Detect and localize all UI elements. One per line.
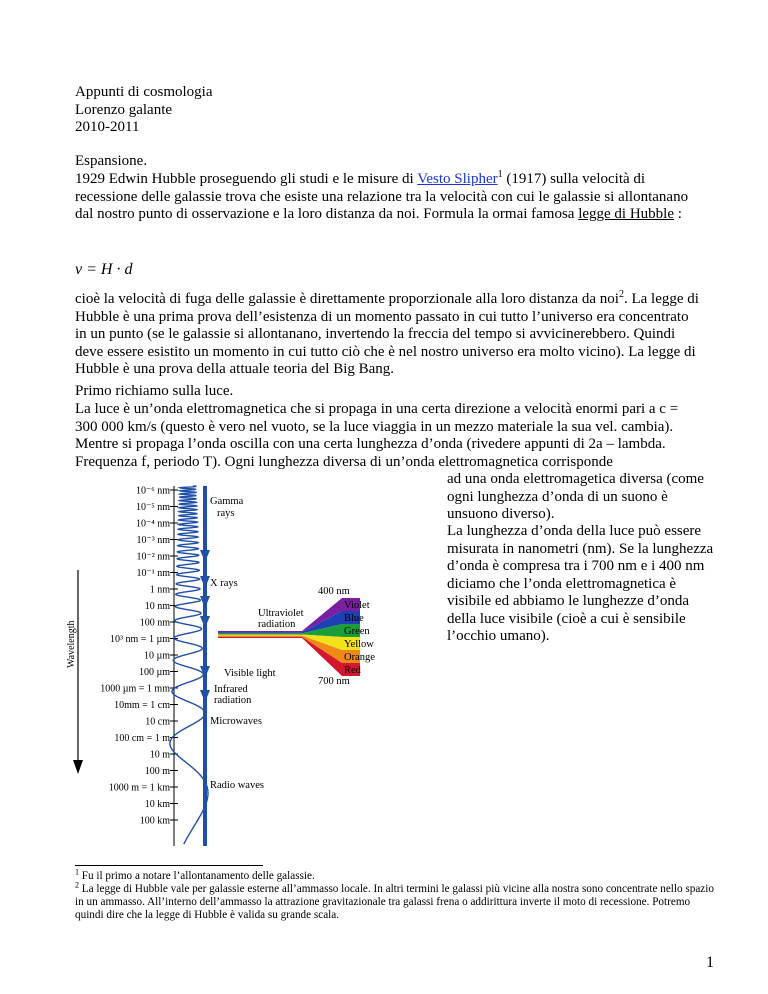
scale-label: 100 µm xyxy=(138,667,170,678)
radio-label: Radio waves xyxy=(210,780,264,791)
color-label: Yellow xyxy=(344,639,374,650)
nm700-label: 700 nm xyxy=(318,676,350,687)
doc-header xyxy=(75,84,475,137)
light-paragraph-continued: ad una onda elettromagetica diversa (come ogni lunghezza d’onda di un suono è unsuono diverso). xyxy=(447,471,704,522)
arrow-gamma-icon xyxy=(200,550,210,562)
uv-label-1: Ultraviolet xyxy=(258,608,304,619)
page-number: 1 xyxy=(706,954,714,971)
doc-author: Lorenzo galante xyxy=(75,101,173,118)
scale-label: 10⁻³ nm xyxy=(136,535,170,546)
axis-label: Wavelength xyxy=(66,620,77,668)
explanation-text-b: . La legge di Hubble è una prima prova dell’esistenza di un momento passato in cui tutto l’universo era concentrato in un punto (se le galassie si allontanano, invertendo la freccia del tempo si avvicinerebbero. Quindi deve essere esistito un momento in cui tutto ciò che è nel nostro universo era molto vicino). La legge di Hubble è una prova della attuale teoria del Big Bang. xyxy=(75,291,699,377)
explanation-text-a: cioè la velocità di fuga delle galassie è direttamente proporzionale alla loro distanza da noi xyxy=(75,291,619,307)
hubble-formula: v = H · d xyxy=(75,261,133,278)
hubble-text-c: : xyxy=(674,206,682,222)
scale-label: 10³ nm = 1 µm xyxy=(110,634,170,645)
footnote-2 xyxy=(75,880,715,922)
scale-label: 10⁻⁴ nm xyxy=(135,518,170,530)
ir-label-2: radiation xyxy=(214,695,252,706)
scale-label: 100 nm xyxy=(139,617,170,629)
scale-label: 100 m xyxy=(144,766,170,777)
xray-label: X rays xyxy=(210,578,238,589)
scale-label: 10 nm xyxy=(144,601,170,612)
visible-label: Visible light xyxy=(224,668,276,679)
color-label: Red xyxy=(344,665,361,676)
hubble-paragraph xyxy=(75,171,703,224)
arrow-gamma2-icon xyxy=(200,576,210,588)
hubble-text-a: 1929 Edwin Hubble proseguendo gli studi e le misure di xyxy=(75,171,418,187)
footnote-ref-1[interactable]: 1 xyxy=(497,169,503,180)
scale-label: 10 km xyxy=(144,799,170,810)
scale-label: 100 km xyxy=(139,815,170,827)
color-label: Green xyxy=(344,626,370,637)
footnote-1 xyxy=(75,867,715,883)
footnote-1-text: Fu il primo a notare l’allontanamento delle galassie. xyxy=(81,870,315,882)
scale-label: 100 cm = 1 m xyxy=(114,733,170,744)
scale-label: 10⁻⁶ nm xyxy=(135,485,170,497)
gamma-label-1: Gamma xyxy=(210,496,244,507)
scale-label: 10 m xyxy=(149,749,170,761)
color-label: Orange xyxy=(344,652,375,663)
scale-label: 1000 µm = 1 mm xyxy=(100,683,170,695)
hubble-law-term: legge di Hubble xyxy=(578,206,675,222)
scale-labels xyxy=(100,486,178,827)
footnote-ref-2[interactable]: 2 xyxy=(618,289,624,300)
scale-label: 10mm = 1 cm xyxy=(114,700,170,711)
scale-label: 10⁻¹ nm xyxy=(136,568,170,579)
scale-label: 10 cm xyxy=(145,716,170,728)
vesto-slipher-link[interactable]: Vesto Slipher xyxy=(417,171,498,187)
color-label: Blue xyxy=(344,613,364,624)
doc-years: 2010-2011 xyxy=(75,119,140,135)
scale-label: 10⁻² nm xyxy=(136,551,170,563)
light-paragraph: La luce è un’onda elettromagnetica che si propaga in una certa direzione a velocità enormi pari a c = 300 000 km/s (questo è vero nel vuoto, se la luce viaggia in un mezzo materiale la sua vel. cambia). Mentre si propaga l’onda oscilla con una certa lunghezza d’onda (rivedere appunti di 2a – lambda. Frequenza f, periodo T). Ogni lunghezza diversa di un’onda elettromagnetica corrisponde xyxy=(75,401,679,470)
color-label: Violet xyxy=(344,600,370,611)
scale-label: 1000 m = 1 km xyxy=(108,782,170,794)
arrow-micro-icon xyxy=(200,690,210,702)
footnote-2-text: La legge di Hubble vale per galassie esterne all’ammasso locale. In altri termini le galassi più vicine alla nostra sono concentrate nello spazio in un ammasso. All’interno dell’ammasso la attrazione gravitazionale tra galassi frena o addirittura inverte il moto di recessione. Potremo quindi dire che la legge di Hubble è valida su grande scala. xyxy=(75,883,714,921)
hubble-explanation-paragraph xyxy=(75,291,703,379)
arrow-xray-icon xyxy=(200,596,210,608)
footnote-1-num: 1 xyxy=(75,867,79,877)
microwave-label: Microwaves xyxy=(210,716,262,727)
footnote-rule xyxy=(75,865,263,866)
em-spectrum-figure xyxy=(66,478,440,850)
doc-title: Appunti di cosmologia xyxy=(75,84,213,100)
arrow-uv-icon xyxy=(200,616,210,628)
scale-label: 10 µm xyxy=(143,650,170,662)
gamma-label-2: rays xyxy=(217,508,235,519)
uv-label-2: radiation xyxy=(258,619,296,630)
visible-light-paragraph: La lunghezza d’onda della luce può essere misurata in nanometri (nm). Se la lunghezza d’onda è compresa tra i 700 nm e i 400 nm diciamo che l’onda elettromagnetica è visibile ed abbiamo le lunghezze d’onda della luce visibile (cioè a cui è sensibile l’occhio umano). xyxy=(447,523,714,644)
scale-label: 10⁻⁵ nm xyxy=(135,502,170,513)
footnote-2-num: 2 xyxy=(75,880,79,890)
hubble-text-b: (1917) sulla velocità di recessione delle galassie trova che esiste una relazione tra la velocità con cui le galassie si allontanano dal nostro punto di osservazione e la loro distanza da noi. Formula la ormai famosa xyxy=(75,171,689,222)
scale-label: 1 nm xyxy=(149,584,170,596)
ir-label-1: Infrared xyxy=(214,684,248,695)
nm400-label: 400 nm xyxy=(318,586,350,597)
axis-arrowhead-icon xyxy=(73,760,83,774)
section-expansion-heading: Espansione. xyxy=(75,153,148,169)
section-light-heading: Primo richiamo sulla luce. xyxy=(75,383,234,399)
